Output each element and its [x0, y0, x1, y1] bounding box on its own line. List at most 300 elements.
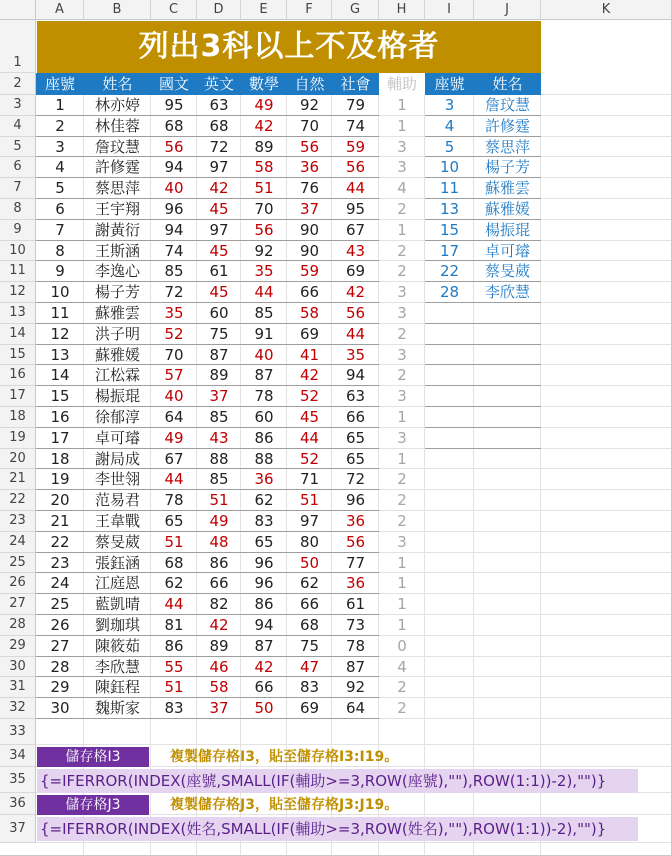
score-cell[interactable]: 58	[299, 304, 320, 322]
score-cell[interactable]: 72	[164, 283, 184, 302]
aux-count-cell[interactable]: 3	[397, 387, 407, 406]
row-header-28[interactable]: 28	[0, 615, 36, 636]
score-cell[interactable]: 44	[164, 470, 184, 489]
cell-label-i3[interactable]: 儲存格I3	[37, 747, 149, 767]
score-cell[interactable]: 87	[254, 366, 274, 385]
score-cell[interactable]: 89	[254, 137, 274, 156]
cell-label-j3[interactable]: 儲存格J3	[37, 795, 149, 815]
name-cell[interactable]: 魏斯家	[94, 699, 140, 718]
score-cell[interactable]: 86	[164, 636, 184, 655]
aux-count-cell[interactable]: 1	[397, 220, 407, 239]
score-cell[interactable]: 74	[164, 241, 184, 260]
name-cell[interactable]: 卓可璿	[94, 428, 140, 447]
score-cell[interactable]: 42	[254, 116, 274, 135]
score-cell[interactable]: 56	[345, 532, 366, 551]
name-cell[interactable]: 劉珈琪	[94, 616, 140, 634]
score-cell[interactable]: 58	[254, 158, 274, 177]
score-cell[interactable]: 51	[209, 491, 229, 510]
aux-count-cell[interactable]: 1	[397, 574, 407, 593]
name-cell[interactable]: 江松霖	[94, 366, 140, 385]
row-header-5[interactable]: 5	[0, 137, 36, 158]
row-header-6[interactable]: 6	[0, 157, 36, 178]
aux-count-cell[interactable]: 4	[397, 179, 407, 198]
seat-cell[interactable]: 3	[55, 137, 65, 156]
score-cell[interactable]: 87	[345, 657, 366, 676]
score-cell[interactable]: 66	[345, 408, 366, 426]
score-cell[interactable]: 75	[299, 636, 320, 655]
score-cell[interactable]: 55	[164, 657, 184, 676]
result-name-cell[interactable]: 許修霆	[484, 116, 530, 135]
score-cell[interactable]: 52	[164, 324, 184, 343]
score-cell[interactable]: 85	[254, 304, 274, 322]
score-cell[interactable]: 89	[209, 636, 229, 655]
aux-count-cell[interactable]: 1	[397, 553, 407, 572]
score-cell[interactable]: 65	[254, 532, 274, 551]
row-header-15[interactable]: 15	[0, 345, 36, 366]
aux-count-cell[interactable]: 3	[397, 137, 407, 156]
score-cell[interactable]: 44	[345, 179, 366, 198]
score-cell[interactable]: 97	[209, 220, 229, 239]
result-seat-cell[interactable]: 3	[444, 96, 455, 114]
row-header-19[interactable]: 19	[0, 428, 36, 449]
score-cell[interactable]: 44	[164, 595, 184, 614]
score-cell[interactable]: 97	[209, 158, 229, 177]
name-cell[interactable]: 陳鈺程	[94, 678, 140, 697]
score-cell[interactable]: 44	[345, 324, 366, 343]
instruction-j3[interactable]: 複製儲存格J3，貼至儲存格J3:J19。	[170, 797, 399, 813]
score-cell[interactable]: 45	[299, 408, 320, 426]
name-cell[interactable]: 謝局成	[94, 449, 140, 468]
seat-cell[interactable]: 18	[50, 449, 70, 468]
seat-cell[interactable]: 6	[55, 200, 65, 218]
score-cell[interactable]: 50	[299, 553, 320, 572]
score-cell[interactable]: 91	[254, 324, 274, 343]
seat-cell[interactable]: 9	[55, 262, 65, 281]
row-header-35[interactable]: 35	[0, 767, 36, 793]
row-header-18[interactable]: 18	[0, 407, 36, 428]
name-cell[interactable]: 王韋戰	[94, 512, 140, 530]
result-seat-cell[interactable]: 22	[439, 262, 460, 281]
row-header-20[interactable]: 20	[0, 449, 36, 470]
result-name-cell[interactable]: 詹玟慧	[484, 96, 530, 114]
column-header-j[interactable]: J	[474, 0, 541, 20]
seat-cell[interactable]: 29	[50, 678, 70, 697]
score-cell[interactable]: 40	[164, 387, 184, 406]
aux-count-cell[interactable]: 3	[397, 532, 407, 551]
score-cell[interactable]: 35	[254, 262, 274, 281]
score-cell[interactable]: 96	[345, 491, 366, 510]
score-cell[interactable]: 88	[209, 449, 229, 468]
score-cell[interactable]: 62	[254, 491, 274, 510]
score-cell[interactable]: 51	[254, 179, 274, 198]
score-cell[interactable]: 50	[254, 699, 274, 718]
row-header-22[interactable]: 22	[0, 490, 36, 511]
row-header-30[interactable]: 30	[0, 657, 36, 678]
name-cell[interactable]: 洪子明	[94, 324, 140, 343]
score-cell[interactable]: 70	[299, 116, 320, 135]
score-cell[interactable]: 69	[299, 324, 320, 343]
header-cell[interactable]: 姓名	[474, 73, 541, 95]
column-header-f[interactable]: F	[287, 0, 332, 20]
result-seat-cell[interactable]: 5	[444, 137, 455, 156]
header-cell[interactable]: 姓名	[84, 73, 151, 95]
score-cell[interactable]: 49	[254, 96, 274, 114]
score-cell[interactable]: 65	[345, 428, 366, 447]
name-cell[interactable]: 李世翎	[94, 470, 140, 489]
score-cell[interactable]: 71	[299, 470, 320, 489]
result-seat-cell[interactable]: 13	[439, 200, 460, 218]
score-cell[interactable]: 87	[254, 636, 274, 655]
column-header-e[interactable]: E	[241, 0, 287, 20]
result-name-cell[interactable]: 李欣慧	[484, 283, 530, 302]
score-cell[interactable]: 85	[209, 408, 229, 426]
score-cell[interactable]: 36	[254, 470, 274, 489]
result-name-cell[interactable]: 楊振琨	[484, 220, 530, 239]
score-cell[interactable]: 63	[209, 96, 229, 114]
row-header-17[interactable]: 17	[0, 386, 36, 407]
score-cell[interactable]: 41	[299, 345, 320, 364]
score-cell[interactable]: 80	[299, 532, 320, 551]
aux-count-cell[interactable]: 3	[397, 283, 407, 302]
column-header-c[interactable]: C	[151, 0, 197, 20]
header-cell[interactable]: 自然	[287, 73, 332, 95]
score-cell[interactable]: 43	[209, 428, 229, 447]
select-all-corner[interactable]	[0, 0, 36, 20]
row-header-25[interactable]: 25	[0, 553, 36, 574]
row-header-7[interactable]: 7	[0, 178, 36, 199]
score-cell[interactable]: 64	[164, 408, 184, 426]
seat-cell[interactable]: 22	[50, 532, 70, 551]
score-cell[interactable]: 56	[254, 220, 274, 239]
score-cell[interactable]: 51	[164, 532, 184, 551]
score-cell[interactable]: 94	[345, 366, 366, 385]
header-cell[interactable]: 輔助	[379, 73, 425, 95]
name-cell[interactable]: 謝黃衍	[94, 220, 140, 239]
score-cell[interactable]: 86	[209, 553, 229, 572]
seat-cell[interactable]: 20	[50, 491, 70, 510]
name-cell[interactable]: 蔡旻葳	[94, 532, 140, 551]
result-seat-cell[interactable]: 17	[439, 241, 460, 260]
name-cell[interactable]: 王宇翔	[94, 200, 140, 218]
seat-cell[interactable]: 17	[50, 428, 70, 447]
score-cell[interactable]: 92	[345, 678, 366, 697]
header-cell[interactable]: 社會	[332, 73, 379, 95]
score-cell[interactable]: 90	[299, 220, 320, 239]
aux-count-cell[interactable]: 2	[397, 512, 407, 530]
score-cell[interactable]: 35	[345, 345, 366, 364]
score-cell[interactable]: 97	[299, 512, 320, 530]
seat-cell[interactable]: 14	[50, 366, 70, 385]
score-cell[interactable]: 76	[299, 179, 320, 198]
aux-count-cell[interactable]: 1	[397, 616, 407, 634]
score-cell[interactable]: 56	[164, 137, 184, 156]
header-cell[interactable]: 座號	[36, 73, 84, 95]
row-header-21[interactable]: 21	[0, 469, 36, 490]
seat-cell[interactable]: 5	[55, 179, 65, 198]
score-cell[interactable]: 96	[254, 574, 274, 593]
row-header-33[interactable]: 33	[0, 719, 36, 745]
formula-j3[interactable]: {=IFERROR(INDEX(姓名,SMALL(IF(輔助>=3,ROW(姓名),""),ROW(1:1))-2),"")}	[37, 817, 638, 841]
score-cell[interactable]: 44	[299, 428, 320, 447]
score-cell[interactable]: 36	[299, 158, 320, 177]
score-cell[interactable]: 74	[345, 116, 366, 135]
sheet-title[interactable]: 列出3科以上不及格者	[37, 21, 541, 73]
row-header-24[interactable]: 24	[0, 532, 36, 553]
result-name-cell[interactable]: 蔡思萍	[484, 137, 530, 156]
score-cell[interactable]: 70	[254, 200, 274, 218]
instruction-i3[interactable]: 複製儲存格I3，貼至儲存格I3:I19。	[170, 749, 399, 765]
seat-cell[interactable]: 23	[50, 553, 70, 572]
name-cell[interactable]: 林亦婷	[94, 96, 140, 114]
score-cell[interactable]: 45	[209, 241, 229, 260]
header-cell[interactable]: 國文	[151, 73, 197, 95]
aux-count-cell[interactable]: 1	[397, 96, 407, 114]
row-header-34[interactable]: 34	[0, 745, 36, 767]
aux-count-cell[interactable]: 4	[397, 657, 407, 676]
row-header-31[interactable]: 31	[0, 677, 36, 698]
score-cell[interactable]: 62	[164, 574, 184, 593]
score-cell[interactable]: 37	[299, 200, 320, 218]
score-cell[interactable]: 66	[209, 574, 229, 593]
row-header-8[interactable]: 8	[0, 199, 36, 220]
seat-cell[interactable]: 24	[50, 574, 70, 593]
aux-count-cell[interactable]: 3	[397, 428, 407, 447]
aux-count-cell[interactable]: 2	[397, 678, 407, 697]
column-header-b[interactable]: B	[84, 0, 151, 20]
row-header-26[interactable]: 26	[0, 573, 36, 594]
score-cell[interactable]: 95	[345, 200, 366, 218]
score-cell[interactable]: 65	[164, 512, 184, 530]
seat-cell[interactable]: 1	[55, 96, 65, 114]
score-cell[interactable]: 66	[299, 283, 320, 302]
score-cell[interactable]: 56	[345, 304, 366, 322]
score-cell[interactable]: 89	[209, 366, 229, 385]
score-cell[interactable]: 72	[345, 470, 366, 489]
score-cell[interactable]: 78	[164, 491, 184, 510]
name-cell[interactable]: 李欣慧	[94, 657, 140, 676]
score-cell[interactable]: 42	[299, 366, 320, 385]
row-header-27[interactable]: 27	[0, 594, 36, 615]
score-cell[interactable]: 79	[345, 96, 366, 114]
result-name-cell[interactable]: 卓可璿	[484, 241, 530, 260]
name-cell[interactable]: 詹玟慧	[94, 137, 140, 156]
formula-i3[interactable]: {=IFERROR(INDEX(座號,SMALL(IF(輔助>=3,ROW(座號),""),ROW(1:1))-2),"")}	[37, 769, 638, 793]
score-cell[interactable]: 56	[299, 137, 320, 156]
score-cell[interactable]: 42	[345, 283, 366, 302]
name-cell[interactable]: 陳筱茹	[94, 636, 140, 655]
name-cell[interactable]: 許修霆	[94, 158, 140, 177]
score-cell[interactable]: 67	[164, 449, 184, 468]
score-cell[interactable]: 78	[254, 387, 274, 406]
score-cell[interactable]: 36	[345, 512, 366, 530]
score-cell[interactable]: 83	[254, 512, 274, 530]
result-name-cell[interactable]: 蘇雅雲	[484, 179, 530, 198]
column-header-d[interactable]: D	[197, 0, 241, 20]
aux-count-cell[interactable]: 1	[397, 408, 407, 426]
row-header-36[interactable]: 36	[0, 793, 36, 815]
name-cell[interactable]: 范易君	[94, 491, 140, 510]
name-cell[interactable]: 王斯涵	[94, 241, 140, 260]
name-cell[interactable]: 蘇雅雲	[94, 304, 140, 322]
score-cell[interactable]: 86	[254, 428, 274, 447]
score-cell[interactable]: 68	[299, 616, 320, 634]
name-cell[interactable]: 楊振琨	[94, 387, 140, 406]
aux-count-cell[interactable]: 2	[397, 470, 407, 489]
column-header-g[interactable]: G	[332, 0, 379, 20]
column-header-i[interactable]: I	[425, 0, 474, 20]
result-seat-cell[interactable]: 28	[439, 283, 460, 302]
score-cell[interactable]: 94	[254, 616, 274, 634]
score-cell[interactable]: 85	[209, 470, 229, 489]
seat-cell[interactable]: 25	[50, 595, 70, 614]
seat-cell[interactable]: 26	[50, 616, 70, 634]
name-cell[interactable]: 楊子芳	[94, 283, 140, 302]
score-cell[interactable]: 96	[164, 200, 184, 218]
score-cell[interactable]: 61	[345, 595, 366, 614]
score-cell[interactable]: 61	[209, 262, 229, 281]
score-cell[interactable]: 60	[254, 408, 274, 426]
column-header-a[interactable]: A	[36, 0, 84, 20]
seat-cell[interactable]: 12	[50, 324, 70, 343]
score-cell[interactable]: 52	[299, 387, 320, 406]
aux-count-cell[interactable]: 0	[397, 636, 407, 655]
score-cell[interactable]: 96	[254, 553, 274, 572]
aux-count-cell[interactable]: 2	[397, 241, 407, 260]
score-cell[interactable]: 92	[254, 241, 274, 260]
name-cell[interactable]: 蔡思萍	[94, 179, 140, 198]
column-header-h[interactable]: H	[379, 0, 425, 20]
aux-count-cell[interactable]: 3	[397, 158, 407, 177]
seat-cell[interactable]: 30	[50, 699, 70, 718]
column-header-k[interactable]: K	[541, 0, 672, 20]
result-name-cell[interactable]: 蔡旻葳	[484, 262, 530, 281]
score-cell[interactable]: 83	[299, 678, 320, 697]
aux-count-cell[interactable]: 3	[397, 345, 407, 364]
score-cell[interactable]: 40	[164, 179, 184, 198]
row-header-16[interactable]: 16	[0, 365, 36, 386]
score-cell[interactable]: 37	[209, 387, 229, 406]
score-cell[interactable]: 51	[164, 678, 184, 697]
score-cell[interactable]: 52	[299, 449, 320, 468]
row-header-23[interactable]: 23	[0, 511, 36, 532]
score-cell[interactable]: 48	[209, 532, 229, 551]
score-cell[interactable]: 64	[345, 699, 366, 718]
row-header-2[interactable]: 2	[0, 73, 36, 95]
score-cell[interactable]: 85	[164, 262, 184, 281]
seat-cell[interactable]: 2	[55, 116, 65, 135]
score-cell[interactable]: 56	[345, 158, 366, 177]
score-cell[interactable]: 35	[164, 304, 184, 322]
score-cell[interactable]: 92	[299, 96, 320, 114]
score-cell[interactable]: 42	[209, 616, 229, 634]
header-cell[interactable]: 英文	[197, 73, 241, 95]
name-cell[interactable]: 張鈺涵	[94, 553, 140, 572]
score-cell[interactable]: 68	[164, 116, 184, 135]
row-header-3[interactable]: 3	[0, 95, 36, 116]
seat-cell[interactable]: 11	[50, 304, 70, 322]
score-cell[interactable]: 59	[299, 262, 320, 281]
score-cell[interactable]: 51	[299, 491, 320, 510]
score-cell[interactable]: 82	[209, 595, 229, 614]
score-cell[interactable]: 78	[345, 636, 366, 655]
aux-count-cell[interactable]: 1	[397, 449, 407, 468]
seat-cell[interactable]: 28	[50, 657, 70, 676]
score-cell[interactable]: 67	[345, 220, 366, 239]
score-cell[interactable]: 46	[209, 657, 229, 676]
name-cell[interactable]: 李逸心	[94, 262, 140, 281]
name-cell[interactable]: 蘇雅媛	[94, 345, 140, 364]
aux-count-cell[interactable]: 2	[397, 262, 407, 281]
score-cell[interactable]: 69	[345, 262, 366, 281]
score-cell[interactable]: 72	[209, 137, 229, 156]
score-cell[interactable]: 45	[209, 283, 229, 302]
score-cell[interactable]: 69	[299, 699, 320, 718]
score-cell[interactable]: 59	[345, 137, 366, 156]
aux-count-cell[interactable]: 2	[397, 366, 407, 385]
seat-cell[interactable]: 19	[50, 470, 70, 489]
score-cell[interactable]: 77	[345, 553, 366, 572]
score-cell[interactable]: 63	[345, 387, 366, 406]
score-cell[interactable]: 62	[299, 574, 320, 593]
aux-count-cell[interactable]: 2	[397, 324, 407, 343]
result-seat-cell[interactable]: 11	[439, 179, 460, 198]
score-cell[interactable]: 75	[209, 324, 229, 343]
row-header-12[interactable]: 12	[0, 282, 36, 303]
score-cell[interactable]: 49	[164, 428, 184, 447]
row-header-10[interactable]: 10	[0, 241, 36, 262]
result-seat-cell[interactable]: 10	[439, 158, 460, 177]
row-header-1[interactable]: 1	[0, 20, 36, 73]
aux-count-cell[interactable]: 3	[397, 304, 407, 322]
score-cell[interactable]: 68	[209, 116, 229, 135]
score-cell[interactable]: 65	[345, 449, 366, 468]
score-cell[interactable]: 58	[209, 678, 229, 697]
row-header-11[interactable]: 11	[0, 261, 36, 282]
seat-cell[interactable]: 7	[55, 220, 65, 239]
name-cell[interactable]: 江庭恩	[94, 574, 140, 593]
seat-cell[interactable]: 21	[50, 512, 70, 530]
result-seat-cell[interactable]: 15	[439, 220, 460, 239]
score-cell[interactable]: 88	[254, 449, 274, 468]
score-cell[interactable]: 57	[164, 366, 184, 385]
score-cell[interactable]: 86	[254, 595, 274, 614]
score-cell[interactable]: 42	[209, 179, 229, 198]
score-cell[interactable]: 66	[299, 595, 320, 614]
score-cell[interactable]: 90	[299, 241, 320, 260]
score-cell[interactable]: 37	[209, 699, 229, 718]
result-seat-cell[interactable]: 4	[444, 116, 455, 135]
row-header-29[interactable]: 29	[0, 636, 36, 657]
aux-count-cell[interactable]: 2	[397, 491, 407, 510]
score-cell[interactable]: 87	[209, 345, 229, 364]
row-header-4[interactable]: 4	[0, 116, 36, 137]
row-header-9[interactable]: 9	[0, 220, 36, 241]
seat-cell[interactable]: 15	[50, 387, 70, 406]
result-name-cell[interactable]: 蘇雅媛	[484, 200, 530, 218]
score-cell[interactable]: 94	[164, 220, 184, 239]
name-cell[interactable]: 藍凱晴	[94, 595, 140, 614]
score-cell[interactable]: 42	[254, 657, 274, 676]
row-header-13[interactable]: 13	[0, 303, 36, 324]
seat-cell[interactable]: 16	[50, 408, 70, 426]
header-cell[interactable]: 數學	[241, 73, 287, 95]
score-cell[interactable]: 45	[209, 200, 229, 218]
score-cell[interactable]: 36	[345, 574, 366, 593]
name-cell[interactable]: 徐郁淳	[94, 408, 140, 426]
seat-cell[interactable]: 4	[55, 158, 65, 177]
score-cell[interactable]: 83	[164, 699, 184, 718]
score-cell[interactable]: 47	[299, 657, 320, 676]
